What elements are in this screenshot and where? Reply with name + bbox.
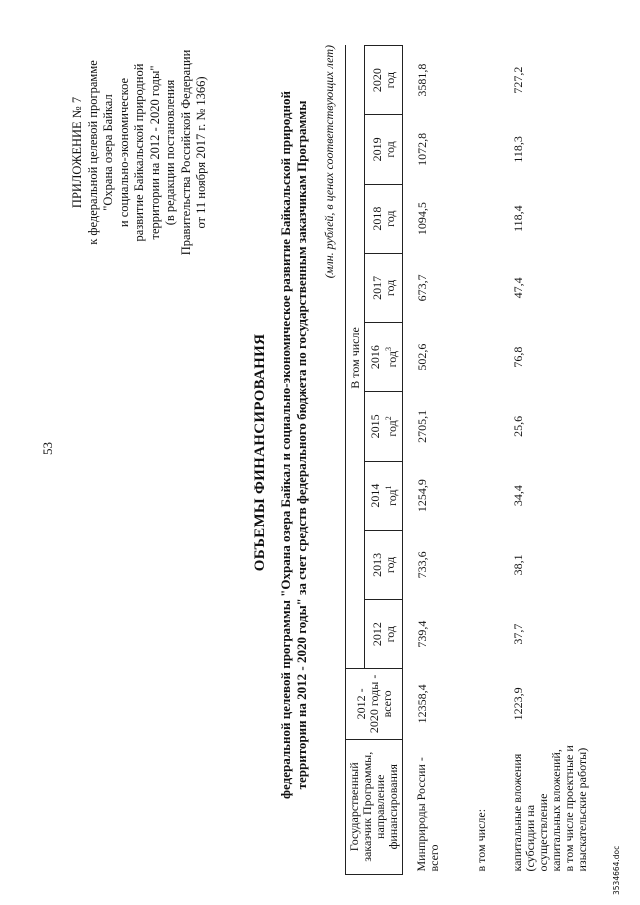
appendix-line: "Охрана озера Байкал	[101, 94, 115, 211]
row-name: Минприроды России - всего	[414, 757, 441, 872]
cell-2020: 3581,8	[415, 63, 429, 97]
cell-2017: 673,7	[415, 274, 429, 302]
year-word: год	[382, 210, 397, 227]
year-word-text: год	[384, 420, 399, 437]
cell-2014: 1254,9	[415, 479, 429, 513]
year-number: 2020	[369, 68, 384, 93]
cell-2013: 733,6	[415, 551, 429, 579]
cell-2014: 34,4	[510, 485, 525, 507]
subtitle-line: территории на 2012 - 2020 годы" за счет средств федерального бюджета по государственным заказчикам Программы	[294, 100, 309, 790]
cell-2016: 76,8	[510, 346, 525, 368]
header-year-2012	[365, 600, 403, 669]
cell-total: 1223,9	[510, 687, 525, 721]
header-year-2019	[365, 115, 403, 184]
year-word: год	[382, 71, 397, 89]
year-word	[382, 395, 399, 457]
table-row	[403, 46, 473, 875]
header-year-2014	[365, 461, 403, 530]
header-customer: Государственный заказчик Программы, направление финансирования	[346, 739, 403, 874]
header-year-2017	[365, 253, 403, 322]
year-word: год	[382, 625, 397, 643]
units-note: (млн. рублей, в ценах соответствующих лет)	[322, 45, 336, 279]
footnote-mark: 3	[383, 346, 393, 351]
cell-2012: 739,4	[415, 620, 429, 648]
header-total-line: 2012 -	[353, 688, 368, 720]
year-word-text: год	[384, 350, 399, 368]
document-title: ОБЪЕМЫ ФИНАНСИРОВАНИЯ	[252, 333, 268, 572]
header-including: В том числе	[346, 46, 365, 392]
footnote-mark: 1	[383, 485, 393, 490]
cell-2015: 25,6	[510, 415, 525, 437]
year-word: год	[382, 556, 397, 574]
file-footer: 3534664.doc	[612, 845, 621, 895]
year-number: 2013	[369, 552, 384, 577]
cell-2013: 38,1	[510, 554, 525, 576]
row-name: капитальные вложения (субсидии на осуществление капитальных вложений, в том числе проектные и изыскательские работы)	[509, 745, 589, 872]
row-name: в том числе:	[473, 808, 488, 872]
year-word: год	[382, 279, 397, 297]
header-year-2020	[365, 46, 403, 115]
year-word	[382, 465, 399, 527]
header-total-line: всего	[379, 690, 394, 718]
page-number: 53	[40, 442, 55, 455]
cell-2018: 1094,5	[415, 202, 429, 236]
cell-2016: 502,6	[415, 343, 429, 371]
document-subtitle	[278, 45, 310, 845]
appendix-line: развитие Байкальской природной	[132, 63, 146, 242]
year-number: 2019	[369, 137, 384, 162]
header-year-2016	[365, 323, 403, 392]
header-year-2013	[365, 530, 403, 599]
header-year-2015	[365, 392, 403, 461]
year-word: год	[382, 141, 397, 158]
header-year-2018	[365, 184, 403, 253]
year-word-text: год	[384, 489, 399, 506]
cell-2015: 2705,1	[415, 409, 429, 443]
appendix-note	[70, 40, 210, 265]
year-word	[382, 326, 399, 388]
cell-2017: 47,4	[510, 277, 525, 299]
header-total	[346, 669, 403, 739]
table-row	[473, 46, 509, 875]
appendix-line: от 11 ноября 2017 г. № 1366)	[194, 76, 208, 229]
cell-2012: 37,7	[510, 623, 525, 645]
appendix-line: территории на 2012 - 2020 годы"	[147, 65, 162, 240]
appendix-line: (в редакции постановления	[163, 79, 177, 226]
appendix-line: Правительства Российской Федерации	[178, 49, 193, 256]
cell-2019: 118,3	[510, 136, 525, 163]
appendix-line: ПРИЛОЖЕНИЕ № 7	[70, 96, 84, 209]
appendix-line: к федеральной целевой программе	[85, 60, 100, 245]
year-number: 2015	[367, 414, 382, 439]
year-number: 2017	[369, 275, 384, 300]
appendix-line: и социально-экономическое	[116, 77, 131, 228]
cell-2020: 727,2	[510, 66, 525, 94]
year-number: 2014	[367, 483, 382, 508]
year-number: 2018	[369, 206, 384, 231]
year-number: 2016	[367, 345, 382, 370]
cell-2019: 1072,8	[415, 132, 429, 166]
year-number: 2012	[369, 622, 384, 647]
cell-total: 12358,4	[415, 684, 429, 724]
cell-2018: 118,4	[510, 205, 525, 232]
footnote-mark: 2	[383, 416, 393, 421]
header-total-line: 2020 годы -	[366, 674, 381, 734]
subtitle-line: федеральной целевой программы "Охрана озера Байкал и социально-экономическое развитие Байкальской природной	[278, 91, 293, 799]
financing-table	[345, 45, 591, 875]
table-row	[509, 46, 591, 875]
